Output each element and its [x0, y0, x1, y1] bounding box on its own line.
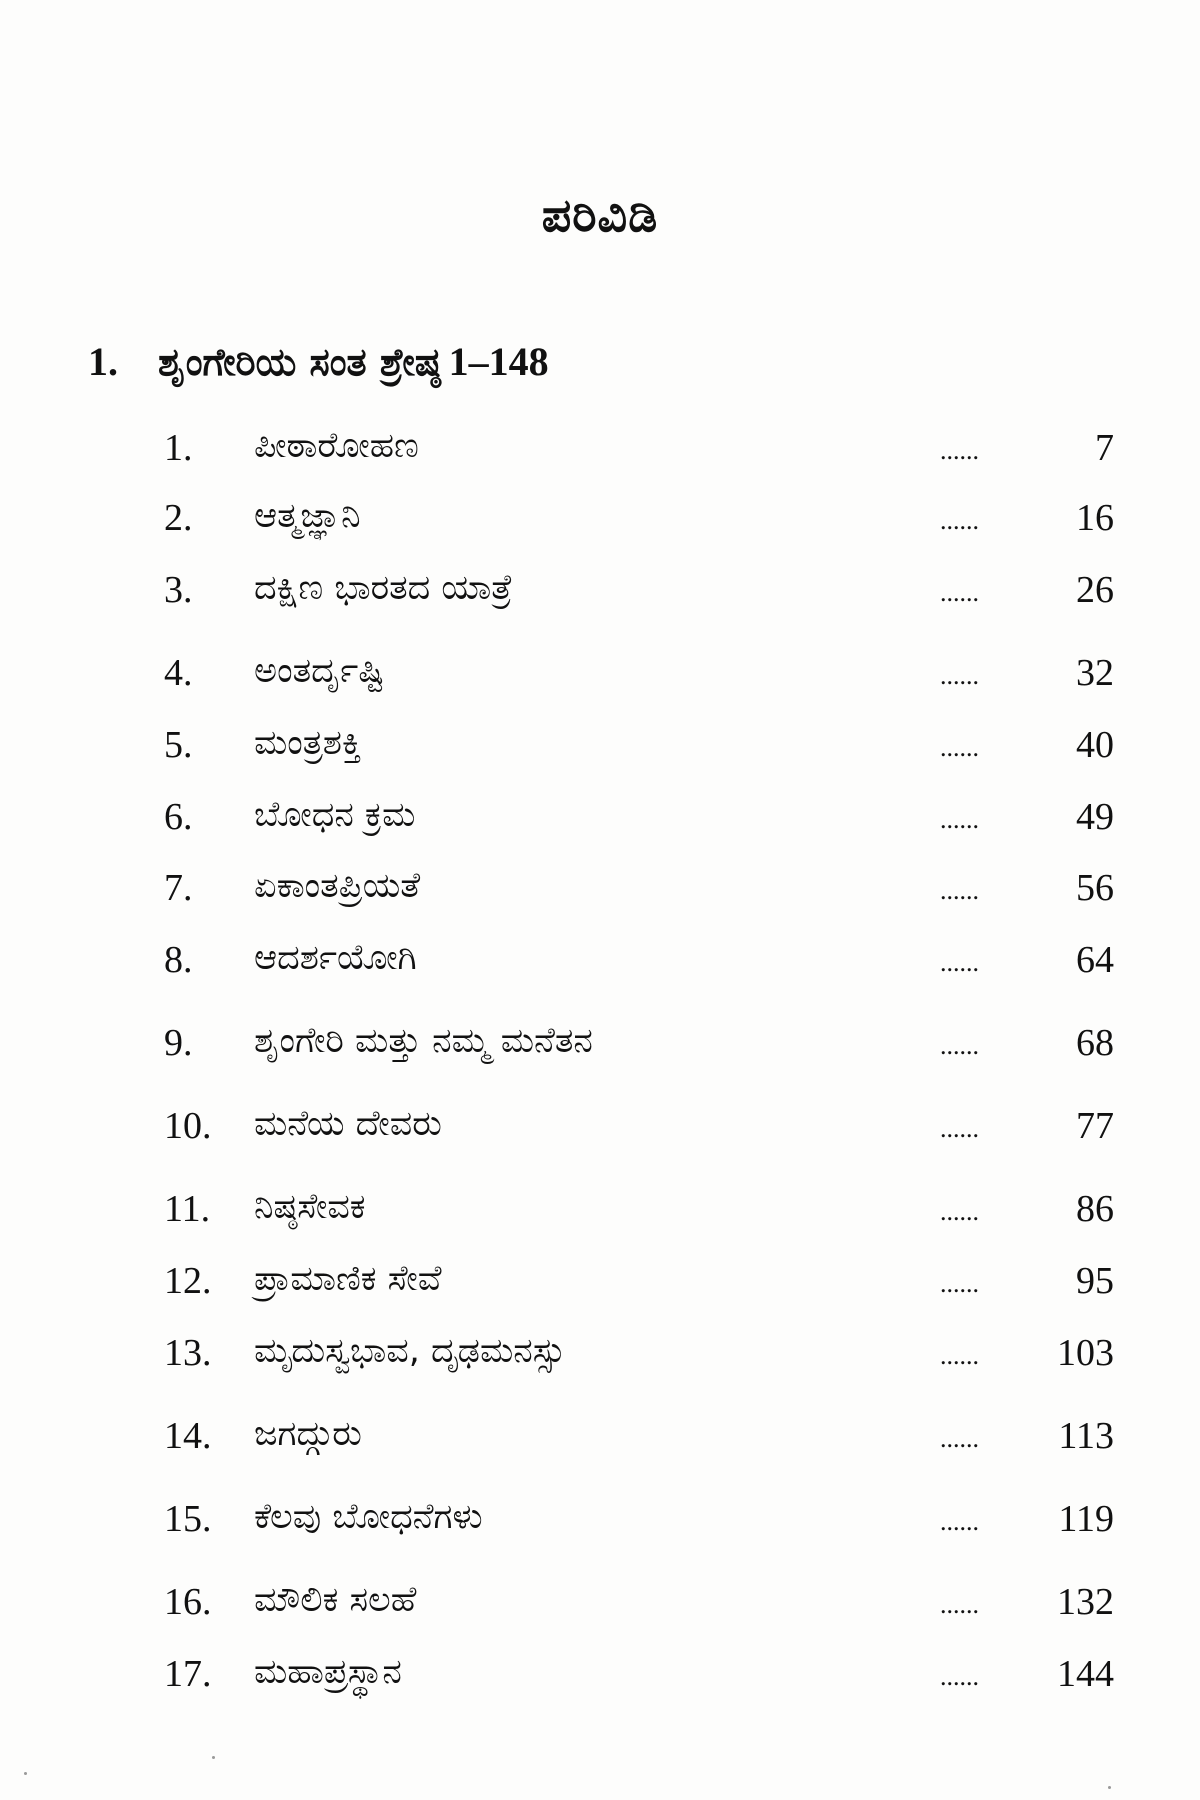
entry-number: 5.	[164, 724, 193, 766]
toc-entry[interactable]	[0, 1652, 1200, 1712]
entry-leader-dots: ......	[940, 1269, 979, 1298]
part-heading	[88, 338, 549, 385]
toc-entry[interactable]	[0, 568, 1200, 628]
entry-title: ದಕ್ಷಿಣ ಭಾರತದ ಯಾತ್ರೆ	[254, 568, 513, 608]
entry-title: ಏಕಾಂತಪ್ರಿಯತೆ	[254, 866, 421, 906]
entry-page-number: 132	[1057, 1581, 1114, 1623]
toc-entry[interactable]	[0, 723, 1200, 783]
toc-entry[interactable]	[0, 866, 1200, 926]
entry-number: 3.	[164, 569, 193, 611]
scan-speck	[212, 1756, 215, 1759]
toc-entry[interactable]	[0, 1021, 1200, 1081]
entry-number: 8.	[164, 939, 193, 981]
toc-entry[interactable]	[0, 1104, 1200, 1164]
entry-title: ಪೀಠಾರೋಹಣ	[254, 426, 419, 466]
entry-number: 15.	[164, 1498, 212, 1540]
entry-page-number: 144	[1057, 1653, 1114, 1695]
entry-page-number: 16	[1076, 497, 1114, 539]
entry-leader-dots: ......	[940, 733, 979, 762]
entry-page-number: 49	[1076, 796, 1114, 838]
toc-entry[interactable]	[0, 651, 1200, 711]
entry-title: ಪ್ರಾಮಾಣಿಕ ಸೇವೆ	[254, 1259, 442, 1299]
entry-number: 7.	[164, 867, 193, 909]
entry-leader-dots: ......	[940, 1507, 979, 1536]
entry-number: 16.	[164, 1581, 212, 1623]
entry-leader-dots: ......	[940, 1114, 979, 1143]
toc-entry[interactable]	[0, 1580, 1200, 1640]
toc-entry[interactable]	[0, 1331, 1200, 1391]
entry-leader-dots: ......	[940, 876, 979, 905]
part-number: 1.	[88, 339, 118, 384]
toc-entry[interactable]	[0, 426, 1200, 486]
entry-leader-dots: ......	[940, 578, 979, 607]
toc-entry[interactable]	[0, 1414, 1200, 1474]
entry-number: 4.	[164, 652, 193, 694]
entry-title: ಮೌಲಿಕ ಸಲಹೆ	[254, 1580, 417, 1620]
entry-title: ಮನೆಯ ದೇವರು	[254, 1104, 442, 1144]
entry-page-number: 64	[1076, 939, 1114, 981]
entry-leader-dots: ......	[940, 1590, 979, 1619]
entry-number: 9.	[164, 1022, 193, 1064]
part-title: ಶೃಂಗೇರಿಯ ಸಂತ ಶ್ರೇಷ್ಠ	[158, 340, 441, 384]
entry-number: 10.	[164, 1105, 212, 1147]
entry-title: ಜಗದ್ಗುರು	[254, 1414, 362, 1454]
entry-leader-dots: ......	[940, 506, 979, 535]
entry-leader-dots: ......	[940, 805, 979, 834]
entry-number: 17.	[164, 1653, 212, 1695]
entry-title: ಬೋಧನ ಕ್ರಮ	[254, 795, 416, 835]
entry-leader-dots: ......	[940, 1031, 979, 1060]
entry-number: 14.	[164, 1415, 212, 1457]
entry-title: ಆತ್ಮಜ್ಞಾನಿ	[254, 496, 361, 536]
entry-title: ಮೃದುಸ್ವಭಾವ, ದೃಢಮನಸ್ಸು	[254, 1331, 566, 1371]
entry-leader-dots: ......	[940, 661, 979, 690]
entry-number: 11.	[164, 1188, 211, 1230]
entry-title: ಕೆಲವು ಬೋಧನೆಗಳು	[254, 1497, 483, 1537]
entry-title: ಮಂತ್ರಶಕ್ತಿ	[254, 723, 362, 763]
entry-number: 6.	[164, 796, 193, 838]
entry-page-number: 119	[1058, 1498, 1114, 1540]
entry-title: ಮಹಾಪ್ರಸ್ಥಾನ	[254, 1652, 402, 1692]
entry-page-number: 56	[1076, 867, 1114, 909]
entry-number: 13.	[164, 1332, 212, 1374]
entry-page-number: 86	[1076, 1188, 1114, 1230]
entry-title: ಆದರ್ಶಯೋಗಿ	[254, 938, 417, 978]
entry-leader-dots: ......	[940, 1424, 979, 1453]
entry-page-number: 95	[1076, 1260, 1114, 1302]
entry-number: 12.	[164, 1260, 212, 1302]
toc-entry[interactable]	[0, 1187, 1200, 1247]
scan-speck	[24, 1772, 27, 1775]
entry-page-number: 113	[1058, 1415, 1114, 1457]
toc-entry[interactable]	[0, 1259, 1200, 1319]
entry-title: ಅಂತರ್ದೃಷ್ಟಿ	[254, 651, 385, 691]
toc-entry[interactable]	[0, 938, 1200, 998]
entry-number: 1.	[164, 427, 193, 469]
entry-number: 2.	[164, 497, 193, 539]
entry-leader-dots: ......	[940, 1662, 979, 1691]
entry-title: ನಿಷ್ಠಸೇವಕ	[254, 1187, 366, 1227]
entry-page-number: 68	[1076, 1022, 1114, 1064]
entry-leader-dots: ......	[940, 436, 979, 465]
entry-page-number: 103	[1057, 1332, 1114, 1374]
entry-page-number: 32	[1076, 652, 1114, 694]
part-page-range: 1–148	[448, 339, 549, 384]
toc-entry[interactable]	[0, 496, 1200, 556]
scan-speck	[1108, 1786, 1111, 1789]
toc-entry[interactable]	[0, 1497, 1200, 1557]
entry-title: ಶೃಂಗೇರಿ ಮತ್ತು ನಮ್ಮ ಮನೆತನ	[254, 1021, 593, 1061]
entry-page-number: 7	[1095, 427, 1114, 469]
entry-page-number: 40	[1076, 724, 1114, 766]
entry-leader-dots: ......	[940, 948, 979, 977]
entry-page-number: 77	[1076, 1105, 1114, 1147]
toc-entry[interactable]	[0, 795, 1200, 855]
entry-leader-dots: ......	[940, 1197, 979, 1226]
entry-leader-dots: ......	[940, 1341, 979, 1370]
page-title: ಪರಿವಿಡಿ	[541, 188, 659, 242]
entry-page-number: 26	[1076, 569, 1114, 611]
